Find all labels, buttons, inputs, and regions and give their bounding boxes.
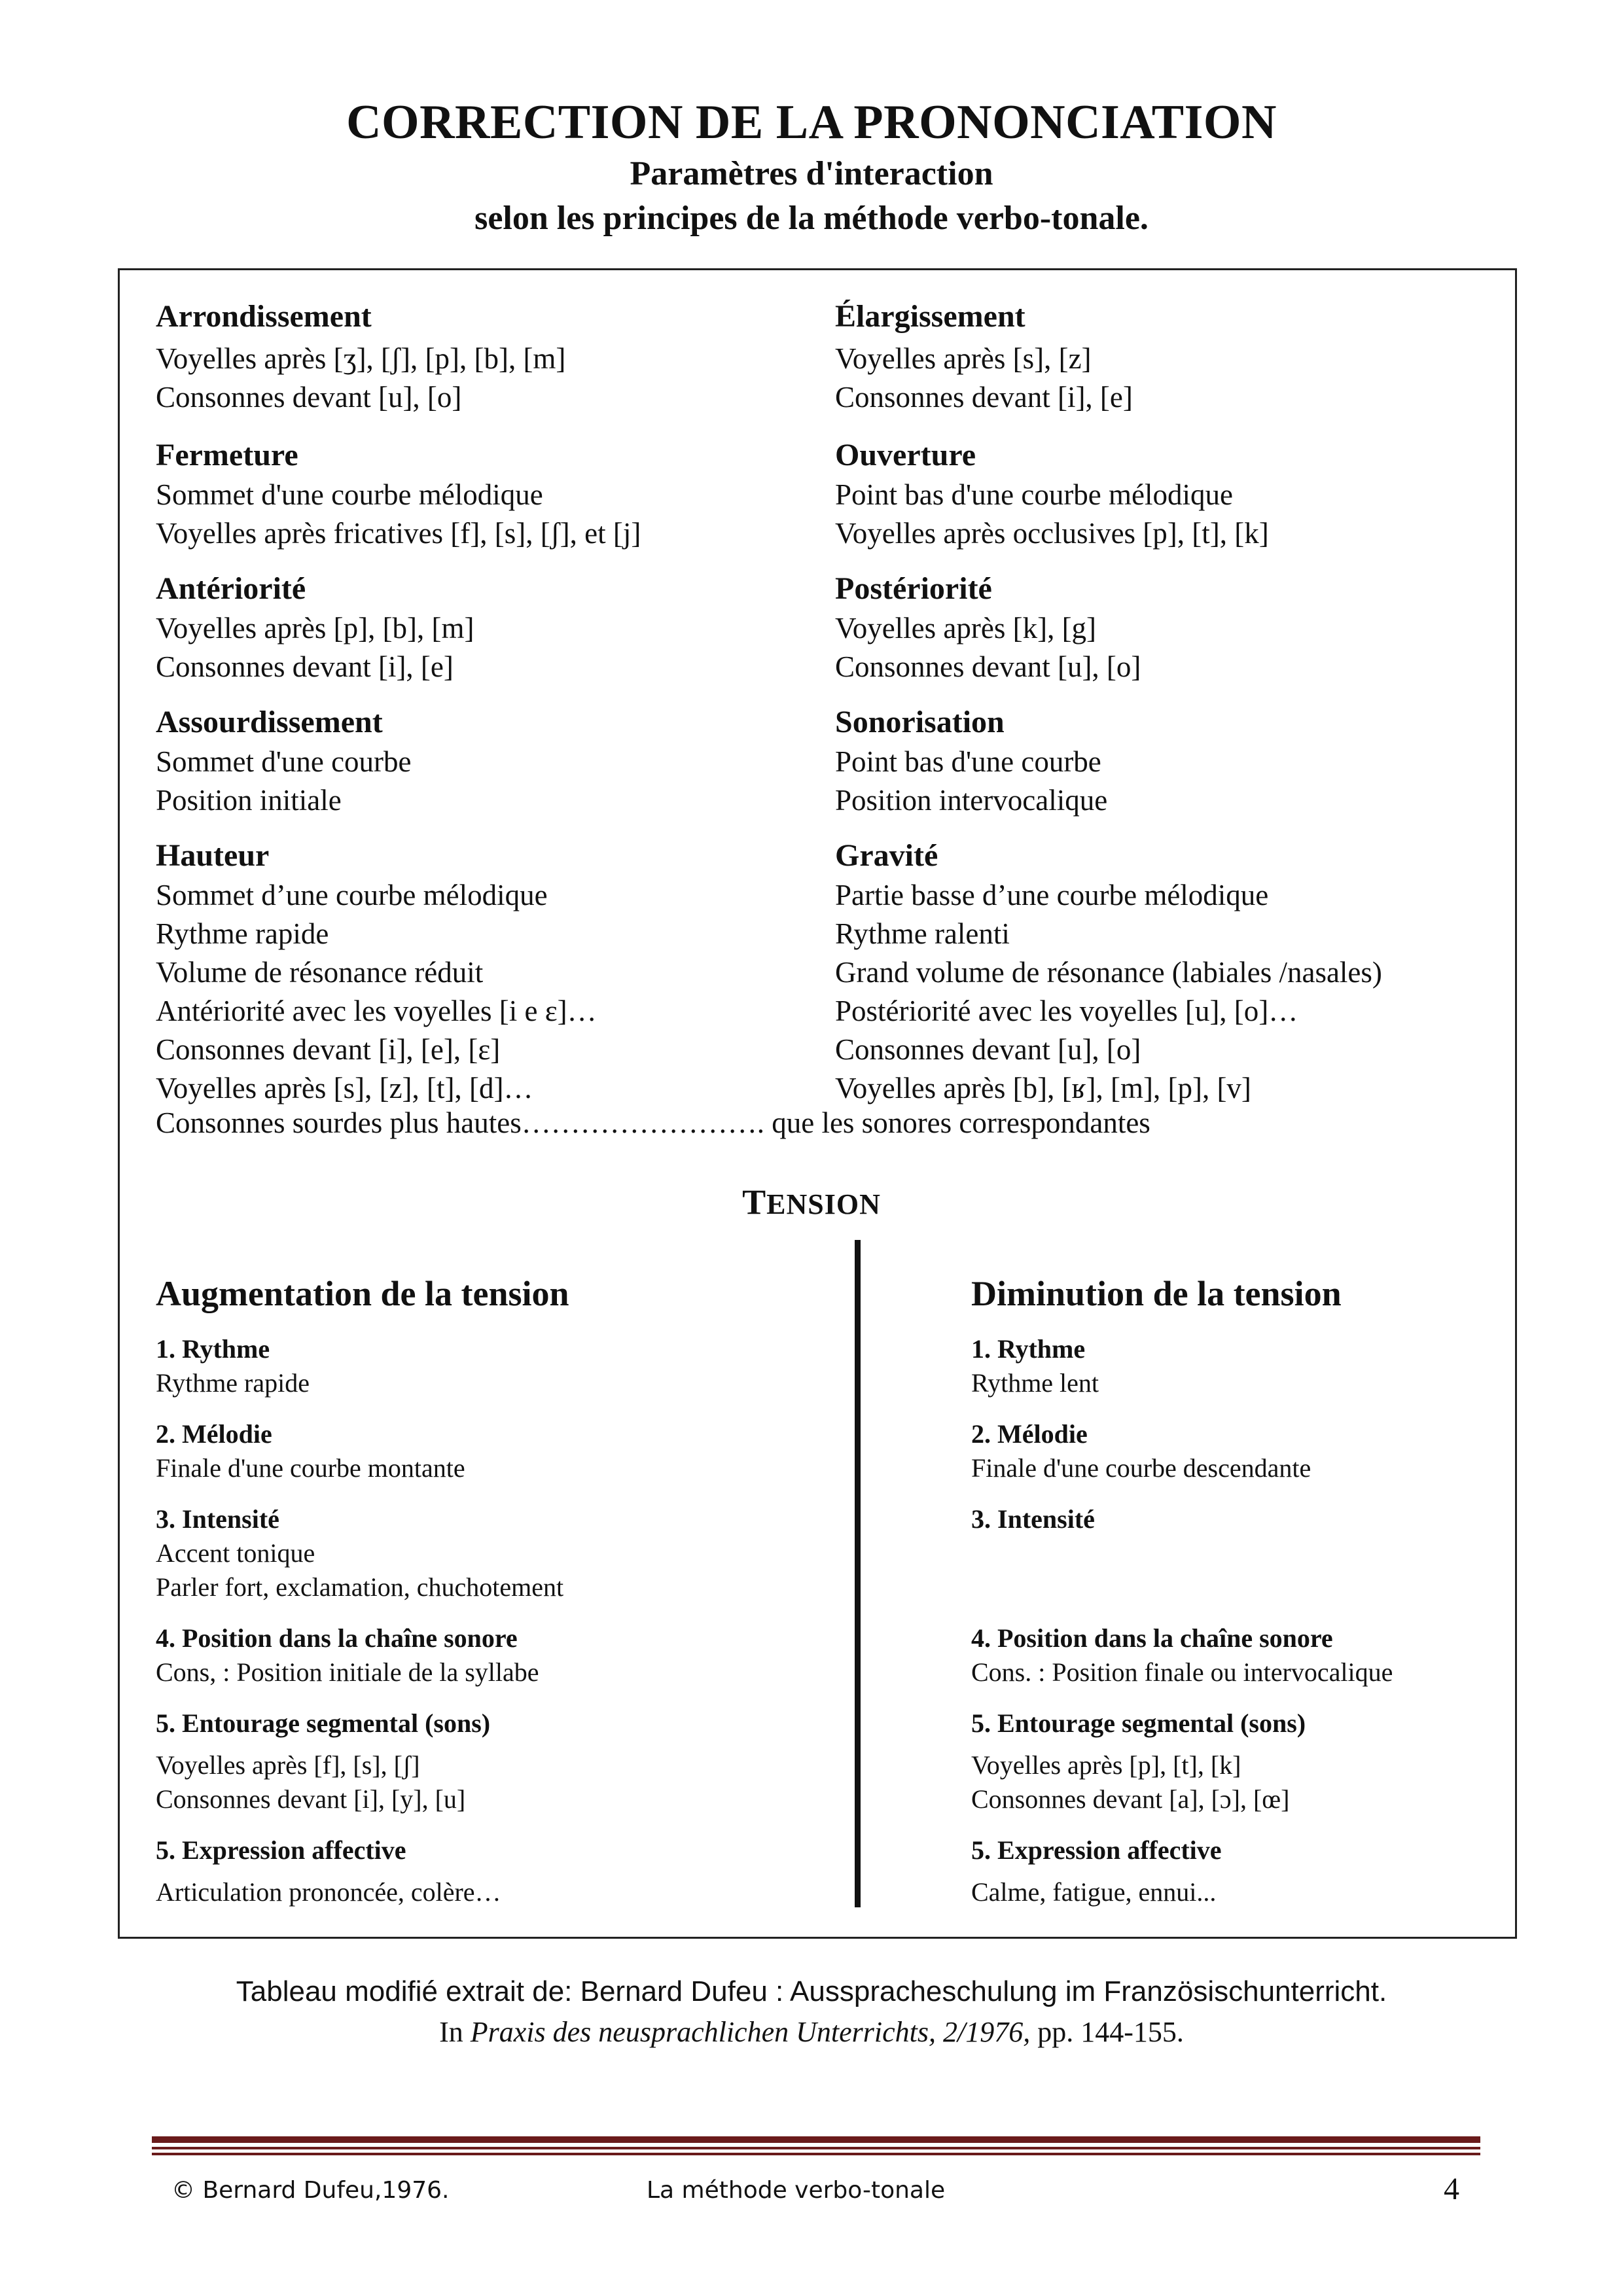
section-left-4 bbox=[156, 840, 597, 1103]
tension-item-line: Finale d'une courbe descendante bbox=[971, 1453, 1311, 1483]
tension-item-line: Calme, fatigue, ennui... bbox=[971, 1877, 1217, 1907]
footer-rule-thin bbox=[152, 2147, 1480, 2149]
section-line: Partie basse d’une courbe mélodique bbox=[835, 879, 1269, 911]
tension-item-heading: 1. Rythme bbox=[971, 1334, 1086, 1364]
page-subtitle-1: Paramètres d'interaction bbox=[630, 155, 993, 192]
section-line: Consonnes devant [u], [o] bbox=[156, 381, 462, 414]
source-caption-line2 bbox=[0, 2018, 1623, 2047]
section-right-3 bbox=[835, 707, 1107, 815]
tension-item-line: Finale d'une courbe montante bbox=[156, 1453, 465, 1483]
section-line: Consonnes devant [u], [o] bbox=[835, 1033, 1141, 1066]
section-line: Voyelles après [s], [z] bbox=[835, 342, 1092, 375]
tension-item-heading: 4. Position dans la chaîne sonore bbox=[156, 1623, 518, 1653]
tension-item-heading: 5. Expression affective bbox=[156, 1835, 406, 1865]
section-line: Voyelles après [s], [z], [t], [d]… bbox=[156, 1072, 533, 1104]
page-number: 4 bbox=[1444, 2172, 1459, 2206]
section-line: Postériorité avec les voyelles [u], [o]… bbox=[835, 995, 1298, 1027]
footer-rule-thick bbox=[152, 2136, 1480, 2143]
tension-increase-column bbox=[156, 1276, 569, 1905]
section-title: Fermeture bbox=[156, 438, 298, 472]
section-line: Point bas d'une courbe mélodique bbox=[835, 478, 1233, 511]
section-line: Sommet d’une courbe mélodique bbox=[156, 879, 548, 911]
footer-title: La méthode verbo-tonale bbox=[647, 2177, 946, 2204]
tension-item-line: Rythme lent bbox=[971, 1368, 1099, 1398]
section-right-1 bbox=[835, 440, 1269, 548]
tension-decrease-title: Diminution de la tension bbox=[971, 1274, 1342, 1313]
tension-heading-initial: T bbox=[742, 1182, 767, 1222]
section-line: Position initiale bbox=[156, 784, 342, 817]
section-title: Hauteur bbox=[156, 838, 270, 873]
section-line: Antériorité avec les voyelles [i e ɛ]… bbox=[156, 995, 597, 1027]
section-title: Élargissement bbox=[835, 299, 1026, 334]
tension-heading-rest: ENSION bbox=[766, 1188, 881, 1220]
section-line: Voyelles après occlusives [p], [t], [k] bbox=[835, 517, 1269, 550]
tension-item-line: Rythme rapide bbox=[156, 1368, 310, 1398]
tension-item-heading: 5. Entourage segmental (sons) bbox=[971, 1708, 1306, 1738]
section-title: Gravité bbox=[835, 838, 938, 873]
section-right-0 bbox=[835, 301, 1133, 412]
section-line: Rythme rapide bbox=[156, 917, 329, 950]
section-line: Sommet d'une courbe mélodique bbox=[156, 478, 543, 511]
tension-item-line: Parler fort, exclamation, chuchotement bbox=[156, 1572, 564, 1602]
section-left-3 bbox=[156, 707, 412, 815]
tension-item-line: Cons, : Position initiale de la syllabe bbox=[156, 1657, 539, 1687]
tension-heading bbox=[0, 1184, 1623, 1220]
section-title: Ouverture bbox=[835, 438, 976, 472]
section-line: Consonnes devant [i], [e] bbox=[835, 381, 1133, 414]
tension-item-heading: 3. Intensité bbox=[156, 1504, 279, 1534]
tension-decrease-column bbox=[971, 1276, 1393, 1905]
tension-divider bbox=[855, 1240, 861, 1907]
voiceless-consonants-line: Consonnes sourdes plus hautes……………………. que les sonores correspondantes bbox=[156, 1106, 1150, 1139]
footer-rule-thin bbox=[152, 2153, 1480, 2155]
tension-item-line: Accent tonique bbox=[156, 1538, 315, 1568]
section-title: Assourdissement bbox=[156, 705, 383, 739]
source-caption-line1: Tableau modifié extrait de: Bernard Dufeu : Ausspracheschulung im Französischunterricht. bbox=[236, 1975, 1387, 2007]
tension-item-line: Cons. : Position finale ou intervocalique bbox=[971, 1657, 1393, 1687]
caption-prefix: In bbox=[439, 2016, 471, 2048]
tension-item-heading: 4. Position dans la chaîne sonore bbox=[971, 1623, 1333, 1653]
section-line: Consonnes devant [u], [o] bbox=[835, 650, 1141, 683]
tension-item-line: Articulation prononcée, colère… bbox=[156, 1877, 501, 1907]
tension-item-line: Voyelles après [p], [t], [k] bbox=[971, 1750, 1241, 1780]
section-line: Consonnes devant [i], [e] bbox=[156, 650, 454, 683]
section-line: Voyelles après [p], [b], [m] bbox=[156, 612, 474, 645]
section-line: Voyelles après [ʒ], [ʃ], [p], [b], [m] bbox=[156, 342, 566, 375]
tension-item-line: Voyelles après [f], [s], [ʃ] bbox=[156, 1750, 420, 1780]
section-line: Position intervocalique bbox=[835, 784, 1108, 817]
section-left-2 bbox=[156, 573, 474, 682]
section-line: Voyelles après [k], [g] bbox=[835, 612, 1097, 645]
section-line: Sommet d'une courbe bbox=[156, 745, 412, 778]
section-line: Volume de résonance réduit bbox=[156, 956, 484, 989]
section-line: Grand volume de résonance (labiales /nasales) bbox=[835, 956, 1382, 989]
section-right-2 bbox=[835, 573, 1141, 682]
caption-journal: Praxis des neusprachlichen Unterrichts, 2/1976, bbox=[470, 2016, 1031, 2048]
caption-pages: pp. 144-155. bbox=[1030, 2016, 1184, 2048]
tension-item-heading: 1. Rythme bbox=[156, 1334, 270, 1364]
section-left-0 bbox=[156, 301, 565, 412]
section-line: Rythme ralenti bbox=[835, 917, 1010, 950]
section-line: Consonnes devant [i], [e], [ɛ] bbox=[156, 1033, 501, 1066]
page-subtitle-2: selon les principes de la méthode verbo-tonale. bbox=[474, 200, 1149, 237]
tension-item-heading: 5. Expression affective bbox=[971, 1835, 1222, 1865]
page-title: CORRECTION DE LA PRONONCIATION bbox=[346, 96, 1277, 149]
tension-item-heading: 2. Mélodie bbox=[971, 1419, 1088, 1449]
section-line: Voyelles après [b], [ʁ], [m], [p], [v] bbox=[835, 1072, 1251, 1104]
section-right-4 bbox=[835, 840, 1382, 1103]
footer-copyright: © Bernard Dufeu,1976. bbox=[171, 2177, 450, 2204]
section-title: Antériorité bbox=[156, 571, 306, 606]
tension-item-line: Consonnes devant [i], [y], [u] bbox=[156, 1784, 466, 1814]
section-left-1 bbox=[156, 440, 641, 548]
tension-increase-title: Augmentation de la tension bbox=[156, 1274, 569, 1313]
tension-item-line: Consonnes devant [a], [ɔ], [œ] bbox=[971, 1784, 1290, 1814]
tension-item-heading: 2. Mélodie bbox=[156, 1419, 272, 1449]
section-title: Postériorité bbox=[835, 571, 992, 606]
tension-item-heading: 5. Entourage segmental (sons) bbox=[156, 1708, 491, 1738]
section-title: Sonorisation bbox=[835, 705, 1005, 739]
tension-item-heading: 3. Intensité bbox=[971, 1504, 1095, 1534]
section-line: Point bas d'une courbe bbox=[835, 745, 1101, 778]
section-title: Arrondissement bbox=[156, 299, 372, 334]
section-line: Voyelles après fricatives [f], [s], [ʃ], et [j] bbox=[156, 517, 641, 550]
